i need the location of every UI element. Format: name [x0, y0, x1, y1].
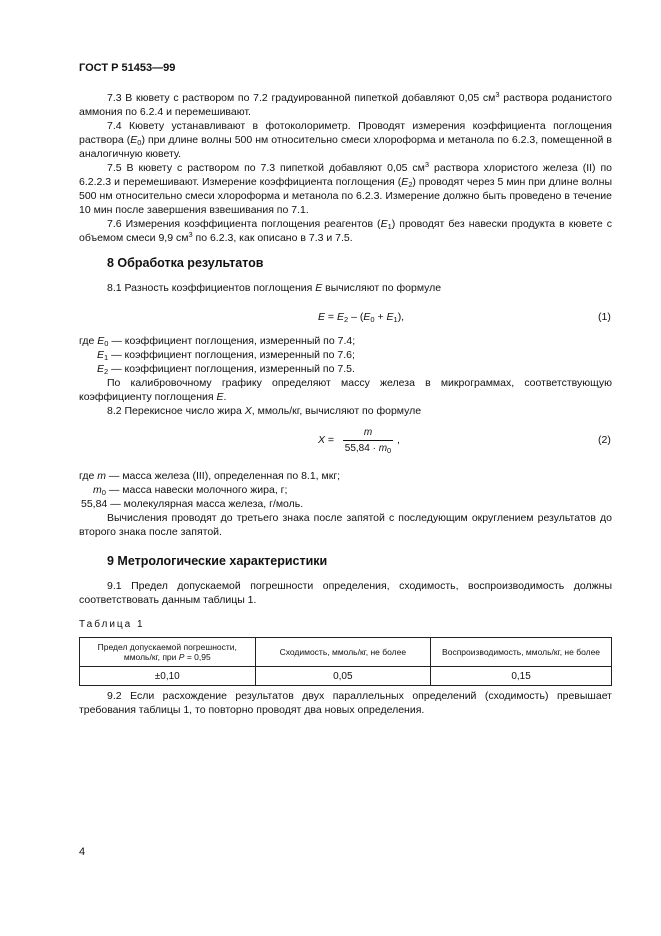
paragraph-9-1: 9.1 Предел допускаемой погрешности определения, сходимость, воспроизводимость должны соответствовать данным таблицы 1.: [79, 580, 612, 606]
fraction-bar: [343, 440, 393, 441]
table-caption: Таблица 1: [79, 619, 145, 630]
fraction-numerator: m: [363, 427, 373, 438]
formula-2-lhs: X =: [318, 434, 335, 446]
definition-e2: $E_2$ — коэффициент поглощения, измеренный по 7.5.: [97, 363, 355, 376]
paragraph-9-2: 9.2 Если расхождение результатов двух параллельных определений (сходимость) превышает требования таблицы 1, то повторно проводят два новых определения.: [79, 690, 612, 716]
header-error-limit: Предел допускаемой погрешности, ммоль/кг, при P = 0,95: [80, 638, 256, 667]
section-8-heading: 8 Обработка результатов: [107, 256, 264, 270]
formula-1-definitions: [79, 334, 612, 376]
calibration-text: По калибровочному графику определяют массу железа в микрограммах, соответствующую коэффициенту поглощения E.: [79, 377, 612, 403]
rounding-text: Вычисления проводят до третьего знака после запятой с последующим округлением результатов до второго знака после запятой.: [79, 512, 612, 538]
section-7-text: [79, 91, 612, 245]
paragraph-8-2: 8.2 Перекисное число жира X, ммоль/кг, вычисляют по формуле: [107, 405, 422, 417]
definition-m: где m — масса железа (III), определенная по 8.1, мкг;: [79, 470, 341, 482]
paragraph-7-6: 7.6 Измерения коэффициента поглощения реагентов $(E_1)$ проводят без навески продукта в кювете с объемом смеси 9,9 $см^3$ по 6.2.3, как описано в 7.3 и 7.5.: [79, 218, 612, 244]
section-9-heading: 9 Метрологические характеристики: [107, 554, 328, 568]
cell-reproducibility: 0,15: [431, 667, 612, 686]
definition-molar-mass: 55,84 — молекулярная масса железа, г/моль.: [81, 498, 304, 510]
paragraph-8-1: 8.1 Разность коэффициентов поглощения E вычисляют по формуле: [107, 282, 442, 294]
header-repeatability: Сходимость, ммоль/кг, не более: [255, 638, 431, 667]
table-row: [80, 667, 612, 686]
paragraph-7-4: 7.4 Кювету устанавливают в фотоколориметр. Проводят измерения коэффициента поглощения раствора $(E_0)$ при длине волны 500 нм относительно смеси хлороформа и метанола по 6.2.3, помещенной в аналогичную кювету.: [79, 120, 612, 160]
definition-m0: $m_0$ — масса навески молочного жира, г;: [93, 484, 288, 497]
paragraph-7-5: 7.5 В кювету с раствором по 7.3 пипеткой добавляют 0,05 $см^3$ раствора хлористого железа (II) по 6.2.2.3 и перемешивают. Измерение коэффициента поглощения $(E_2)$ проводят через 5 мин при длине волны 500 нм относительно смеси хлороформа и метанола по 6.2.3. Измерение должно быть проведено в течение 10 мин после завершения взвешивания по 7.1.: [79, 160, 612, 216]
formula-1: $E = E_2 - (E_0 + E_1)$,: [318, 311, 405, 324]
table-header-row: [80, 638, 612, 667]
fraction-denominator: $55,84 \cdot m_0$: [344, 443, 392, 455]
definition-e0: где $E_0$ — коэффициент поглощения, измеренный по 7.4;: [79, 335, 356, 348]
cell-repeatability: 0,05: [255, 667, 431, 686]
header-reproducibility: Воспроизводимость, ммоль/кг, не более: [431, 638, 612, 667]
metrology-table: [79, 637, 612, 686]
definition-e1: $E_1$ — коэффициент поглощения, измеренный по 7.6;: [97, 349, 355, 362]
cell-error-limit: ±0,10: [80, 667, 256, 686]
paragraph-7-3: 7.3 В кювету с раствором по 7.2 градуированной пипеткой добавляют 0,05 $см^3$ раствора роданистого аммония по 6.2.4 и перемешивают.: [79, 90, 612, 118]
document-code: ГОСТ Р 51453—99: [79, 62, 176, 74]
formula-2-fraction: [343, 427, 393, 454]
formula-1-number: (1): [598, 311, 611, 323]
formula-2-comma: ,: [397, 434, 400, 446]
formula-2-definitions: [79, 469, 612, 511]
formula-2-number: (2): [598, 434, 611, 446]
page-number: 4: [79, 846, 86, 858]
